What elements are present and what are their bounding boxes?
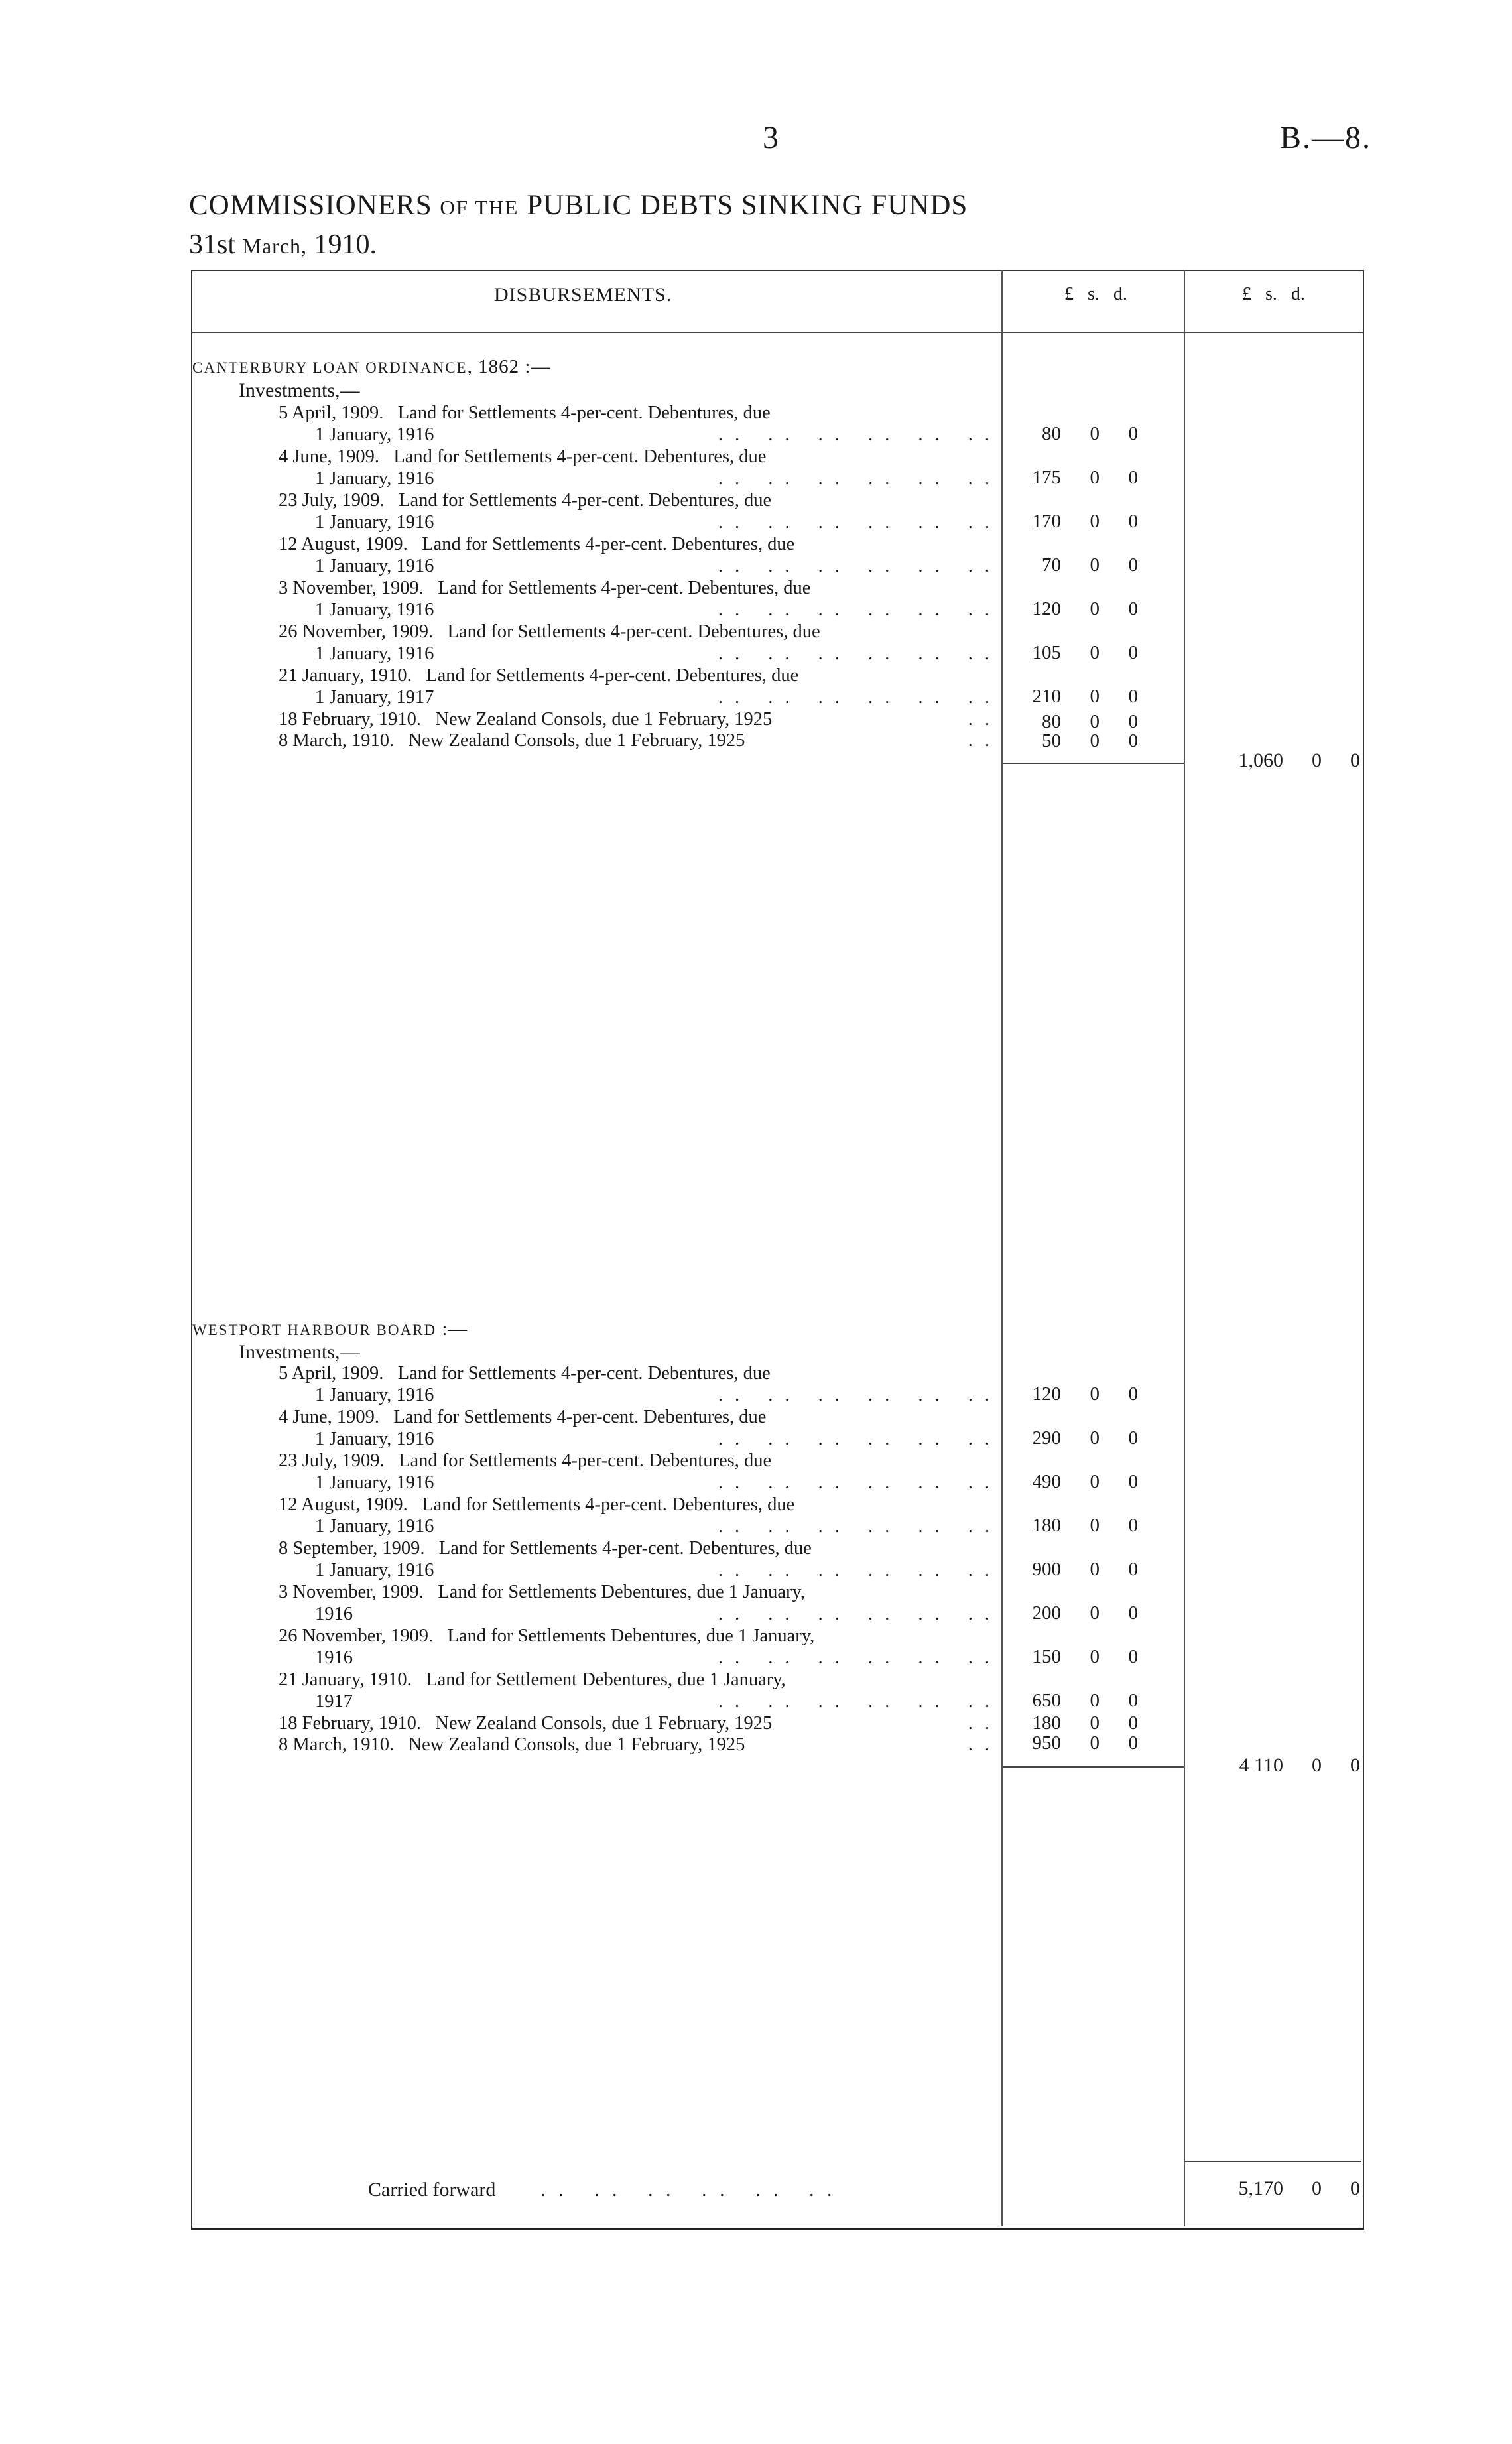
section-name: WESTPORT HARBOUR BOARD (192, 1322, 437, 1338)
amount-pounds: 650 (1032, 1690, 1061, 1711)
list-item (279, 1626, 1001, 1669)
subtotal-rule-westport (1003, 1766, 1184, 1768)
amount-pence: 0 (1128, 1646, 1138, 1667)
leader-dots: .. .. .. .. .. .. (718, 1691, 1001, 1712)
entry-amount (1008, 1559, 1138, 1580)
entry-due-date: 1 January, 1916 (315, 1472, 434, 1493)
leader-dots: .. (968, 730, 1001, 751)
section-title-westport (192, 1318, 468, 1340)
entry-due-date: 1916 (315, 1647, 353, 1668)
entry-description: 8 March, 1910. New Zealand Consols, due 1 February, 1925 (279, 1734, 745, 1755)
leader-dots: .. (968, 1713, 1001, 1734)
leader-dots: .. .. .. .. .. .. (718, 1515, 1001, 1537)
leader-dots: .. .. .. .. .. .. (718, 643, 1001, 664)
entry-due-date: 1916 (315, 1603, 353, 1624)
entry-description: 23 July, 1909. Land for Settlements 4-per-cent. Debentures, due (279, 1450, 772, 1471)
entry-description: 3 November, 1909. Land for Settlements Debentures, due 1 January, (279, 1582, 806, 1602)
entry-amount (1008, 1690, 1138, 1712)
entry-amount (1008, 1471, 1138, 1493)
date-month: March, (242, 234, 308, 258)
amount-pounds: 120 (1032, 1383, 1061, 1405)
amount-pence: 0 (1128, 1732, 1138, 1754)
leader-dots: .. .. .. .. .. .. (718, 1603, 1001, 1624)
amount-shillings: 0 (1090, 1427, 1100, 1448)
list-item (279, 534, 1001, 577)
column-header-items: £ s. d. (1064, 284, 1127, 304)
amount-pounds: 900 (1032, 1559, 1061, 1580)
amount-shillings: 0 (1090, 686, 1100, 707)
list-item (279, 1494, 1001, 1537)
amount-pence: 0 (1128, 1559, 1138, 1580)
amount-shillings: 0 (1090, 1712, 1100, 1734)
entry-due-date: 1917 (315, 1691, 353, 1712)
entry-description: 5 April, 1909. Land for Settlements 4-per-cent. Debentures, due (279, 403, 771, 423)
list-item (279, 403, 1001, 446)
entry-amount (1008, 1732, 1138, 1754)
amount-pounds: 150 (1032, 1646, 1061, 1667)
total-pounds: 1,060 (1238, 749, 1283, 771)
leader-dots: .. .. .. .. .. .. (718, 1384, 1001, 1405)
total-pence: 0 (1350, 1754, 1360, 1776)
entry-amount (1008, 642, 1138, 664)
column-rule-2 (1184, 270, 1185, 2226)
section-title-canterbury (192, 356, 550, 378)
amount-pounds: 490 (1032, 1471, 1061, 1492)
amount-shillings: 0 (1090, 1690, 1100, 1711)
amount-pence: 0 (1128, 1427, 1138, 1448)
amount-pence: 0 (1128, 1515, 1138, 1536)
column-rule-1 (1001, 270, 1003, 2226)
amount-pounds: 50 (1042, 730, 1061, 751)
entry-description: 21 January, 1910. Land for Settlement Debentures, due 1 January, (279, 1669, 786, 1690)
entry-due-date: 1 January, 1916 (315, 643, 434, 664)
carried-forward-rule (1185, 2161, 1361, 2162)
entry-due-date: 1 January, 1916 (315, 599, 434, 620)
list-item (279, 1363, 1001, 1406)
list-item (279, 578, 1001, 621)
amount-shillings: 0 (1090, 511, 1100, 532)
list-item (279, 446, 1001, 489)
column-header-totals: £ s. d. (1242, 284, 1305, 304)
carried-forward-label: Carried forward (368, 2179, 496, 2201)
amount-shillings: 0 (1090, 554, 1100, 576)
total-shillings: 0 (1312, 2177, 1322, 2199)
leader-dots: .. (968, 1734, 1001, 1755)
canterbury-total (1197, 749, 1360, 772)
entry-due-date: 1 January, 1916 (315, 468, 434, 489)
amount-shillings: 0 (1090, 1602, 1100, 1624)
title-part-1: COMMISSIONERS (189, 190, 432, 221)
page-title (189, 189, 968, 222)
entry-amount (1008, 1712, 1138, 1734)
leader-dots: . . . . . . . . . . . . (540, 2179, 836, 2201)
entry-due-date: 1 January, 1916 (315, 1428, 434, 1449)
date-year: 1910. (314, 229, 377, 260)
entry-amount (1008, 730, 1138, 752)
amount-shillings: 0 (1090, 467, 1100, 488)
amount-shillings: 0 (1090, 1559, 1100, 1580)
entry-description: 12 August, 1909. Land for Settlements 4-per-cent. Debentures, due (279, 534, 795, 554)
section-year: , 1862 :— (467, 356, 551, 377)
list-item (279, 1669, 1001, 1712)
entry-description: 4 June, 1909. Land for Settlements 4-per-cent. Debentures, due (279, 1407, 767, 1427)
amount-pounds: 70 (1042, 554, 1061, 576)
entry-amount (1008, 423, 1138, 445)
entry-amount (1008, 511, 1138, 533)
entry-description: 8 September, 1909. Land for Settlements 4-per-cent. Debentures, due (279, 1538, 812, 1559)
entry-due-date: 1 January, 1916 (315, 424, 434, 445)
entry-amount (1008, 1383, 1138, 1405)
amount-pounds: 175 (1032, 467, 1061, 488)
entry-description: 26 November, 1909. Land for Settlements Debentures, due 1 January, (279, 1626, 815, 1646)
leader-dots: .. .. .. .. .. .. (718, 555, 1001, 576)
entry-due-date: 1 January, 1916 (315, 555, 434, 576)
section-suffix: :— (436, 1318, 468, 1340)
leader-dots: .. .. .. .. .. .. (718, 424, 1001, 445)
leader-dots: .. .. .. .. .. .. (718, 1647, 1001, 1668)
amount-shillings: 0 (1090, 1383, 1100, 1405)
subtotal-rule-canterbury (1003, 763, 1184, 764)
amount-pence: 0 (1128, 423, 1138, 444)
header-rule (191, 332, 1363, 333)
entry-amount (1008, 686, 1138, 708)
entry-due-date: 1 January, 1916 (315, 511, 434, 533)
amount-pence: 0 (1128, 554, 1138, 576)
total-pence: 0 (1350, 2177, 1360, 2199)
amount-pence: 0 (1128, 686, 1138, 707)
amount-pounds: 80 (1042, 423, 1061, 444)
amount-shillings: 0 (1090, 730, 1100, 751)
entry-amount (1008, 598, 1138, 620)
entry-description: 23 July, 1909. Land for Settlements 4-per-cent. Debentures, due (279, 490, 772, 511)
entry-description: 21 January, 1910. Land for Settlements 4-per-cent. Debentures, due (279, 665, 799, 686)
entry-due-date: 1 January, 1916 (315, 1559, 434, 1580)
list-item (279, 665, 1001, 708)
amount-shillings: 0 (1090, 598, 1100, 619)
title-part-3: PUBLIC DEBTS SINKING FUNDS (527, 190, 968, 221)
list-item (279, 1734, 1001, 1756)
investments-label: Investments,— (239, 1341, 360, 1363)
amount-pence: 0 (1128, 1471, 1138, 1492)
amount-pence: 0 (1128, 1712, 1138, 1734)
total-pounds: 4 110 (1239, 1754, 1283, 1776)
amount-pence: 0 (1128, 467, 1138, 488)
statement-date (189, 229, 377, 261)
carried-forward-total (1197, 2177, 1360, 2200)
entry-amount (1008, 1427, 1138, 1449)
page-number: 3 (763, 120, 779, 155)
amount-pounds: 120 (1032, 598, 1061, 619)
amount-pence: 0 (1128, 511, 1138, 532)
amount-pence: 0 (1128, 1690, 1138, 1711)
amount-pence: 0 (1128, 1383, 1138, 1405)
amount-shillings: 0 (1090, 642, 1100, 663)
amount-shillings: 0 (1090, 711, 1100, 732)
amount-pounds: 180 (1032, 1515, 1061, 1536)
entry-description: 5 April, 1909. Land for Settlements 4-per-cent. Debentures, due (279, 1363, 771, 1383)
amount-shillings: 0 (1090, 1515, 1100, 1536)
amount-shillings: 0 (1090, 1646, 1100, 1667)
leader-dots: .. (968, 709, 1001, 730)
amount-pounds: 105 (1032, 642, 1061, 663)
list-item (279, 709, 1001, 731)
amount-pence: 0 (1128, 730, 1138, 751)
amount-pounds: 210 (1032, 686, 1061, 707)
date-day: 31st (189, 229, 236, 260)
entry-description: 3 November, 1909. Land for Settlements 4-per-cent. Debentures, due (279, 578, 811, 598)
list-item (279, 1407, 1001, 1450)
list-item (279, 1713, 1001, 1735)
list-item (279, 730, 1001, 752)
list-item (279, 1582, 1001, 1625)
section-name: CANTERBURY LOAN ORDINANCE (192, 359, 468, 376)
document-code: B.—8. (1280, 120, 1372, 155)
amount-pence: 0 (1128, 711, 1138, 732)
entry-amount (1008, 1602, 1138, 1624)
entry-amount (1008, 467, 1138, 489)
amount-shillings: 0 (1090, 1732, 1100, 1754)
amount-pounds: 290 (1032, 1427, 1061, 1448)
total-shillings: 0 (1312, 1754, 1322, 1776)
investments-label: Investments,— (239, 379, 360, 401)
list-item (279, 1538, 1001, 1581)
entry-description: 26 November, 1909. Land for Settlements 4-per-cent. Debentures, due (279, 621, 820, 642)
leader-dots: .. .. .. .. .. .. (718, 1428, 1001, 1449)
entry-description: 12 August, 1909. Land for Settlements 4-per-cent. Debentures, due (279, 1494, 795, 1515)
amount-pounds: 950 (1032, 1732, 1061, 1754)
entry-description: 18 February, 1910. New Zealand Consols, due 1 February, 1925 (279, 1713, 773, 1734)
leader-dots: .. .. .. .. .. .. (718, 1472, 1001, 1493)
total-pence: 0 (1350, 749, 1360, 771)
amount-pounds: 170 (1032, 511, 1061, 532)
title-part-2: OF THE (440, 196, 519, 219)
entry-due-date: 1 January, 1916 (315, 1384, 434, 1405)
amount-shillings: 0 (1090, 1471, 1100, 1492)
entry-amount (1008, 1646, 1138, 1668)
entry-description: 4 June, 1909. Land for Settlements 4-per-cent. Debentures, due (279, 446, 767, 467)
amount-pence: 0 (1128, 598, 1138, 619)
amount-pence: 0 (1128, 1602, 1138, 1624)
leader-dots: .. .. .. .. .. .. (718, 1559, 1001, 1580)
leader-dots: .. .. .. .. .. .. (718, 599, 1001, 620)
westport-total (1197, 1754, 1360, 1777)
leader-dots: .. .. .. .. .. .. (718, 511, 1001, 533)
entry-description: 8 March, 1910. New Zealand Consols, due 1 February, 1925 (279, 730, 745, 751)
amount-pounds: 200 (1032, 1602, 1061, 1624)
amount-pounds: 180 (1032, 1712, 1061, 1734)
list-item (279, 490, 1001, 533)
entry-amount (1008, 1515, 1138, 1537)
entry-due-date: 1 January, 1917 (315, 686, 434, 708)
leader-dots: .. .. .. .. .. .. (718, 686, 1001, 708)
amount-shillings: 0 (1090, 423, 1100, 444)
amount-pence: 0 (1128, 642, 1138, 663)
list-item (279, 1450, 1001, 1494)
total-shillings: 0 (1312, 749, 1322, 771)
entry-due-date: 1 January, 1916 (315, 1515, 434, 1537)
entry-amount (1008, 554, 1138, 576)
entry-description: 18 February, 1910. New Zealand Consols, due 1 February, 1925 (279, 709, 773, 730)
list-item (279, 621, 1001, 665)
disbursements-heading: DISBURSEMENTS. (494, 284, 672, 306)
leader-dots: .. .. .. .. .. .. (718, 468, 1001, 489)
total-pounds: 5,170 (1238, 2177, 1283, 2199)
amount-pounds: 80 (1042, 711, 1061, 732)
